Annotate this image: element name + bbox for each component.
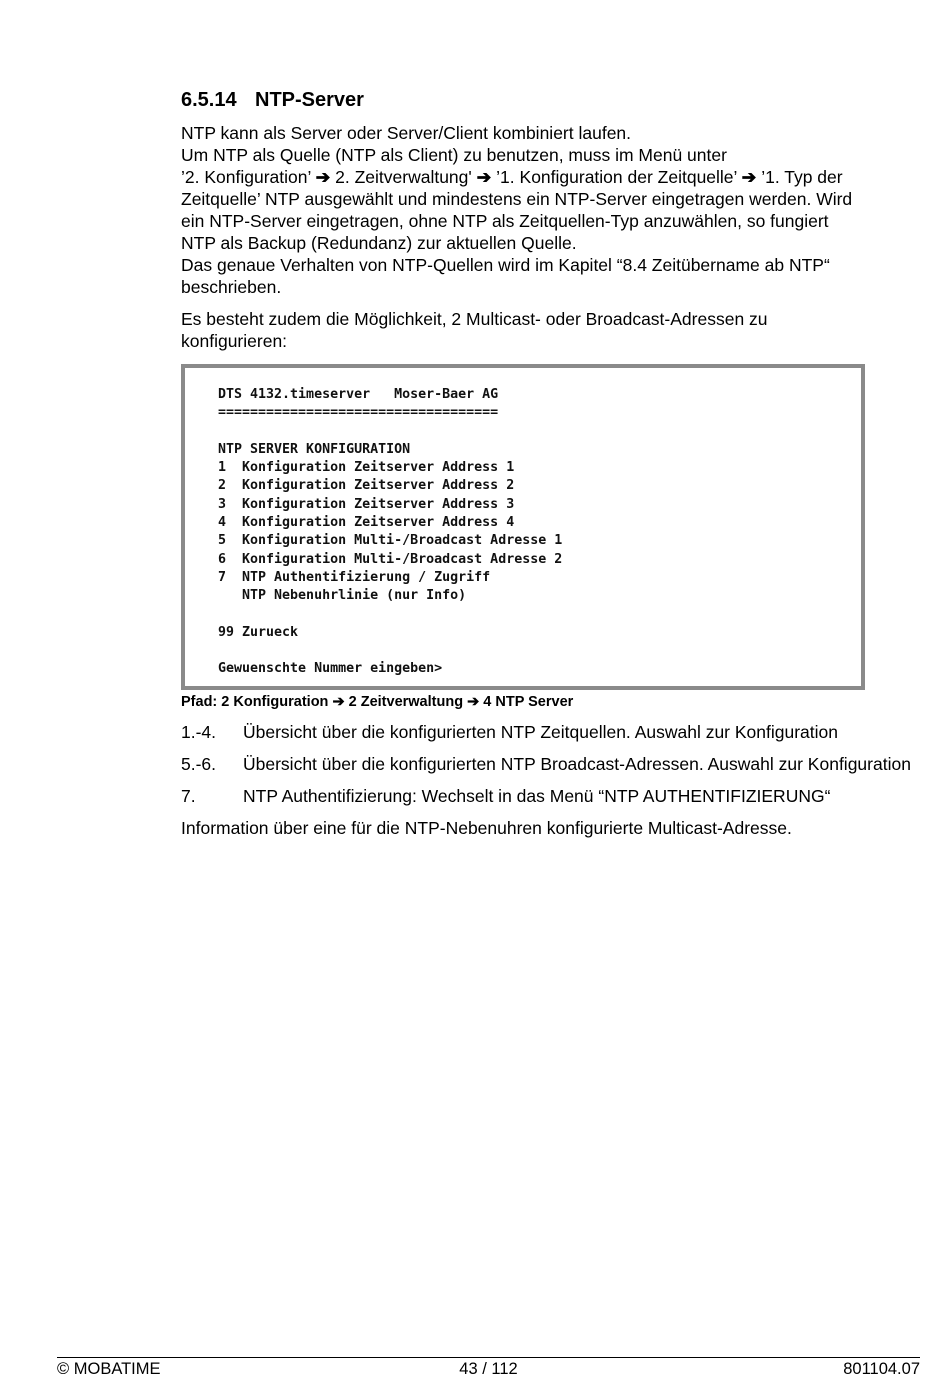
list-item [181, 785, 926, 807]
intro-line: Um NTP als Quelle (NTP als Client) zu benutzen, muss im Menü unter [181, 145, 727, 165]
multicast-paragraph [181, 308, 926, 352]
arrow-icon: ➔ [315, 167, 331, 187]
page-number: 43 / 112 [459, 1360, 518, 1378]
terminal-line: 6 Konfiguration Multi-/Broadcast Adresse 2 [218, 551, 563, 567]
option-list [181, 721, 926, 807]
path-step: 2 Zeitverwaltung [348, 694, 464, 710]
terminal-line: NTP Nebenuhrlinie (nur Info) [218, 588, 467, 604]
document-number: 801104.07 [843, 1360, 920, 1378]
terminal-line: 7 NTP Authentifizierung / Zugriff [218, 569, 491, 585]
footer-divider [57, 1357, 920, 1358]
arrow-icon: ➔ [476, 167, 492, 187]
terminal-screenshot [181, 364, 865, 690]
terminal-line: 4 Konfiguration Zeitserver Address 4 [218, 515, 515, 531]
menu-path-step: ’1. Typ der [761, 167, 843, 187]
menu-path-step: ’1. Konfiguration der Zeitquelle’ [496, 167, 737, 187]
footer-copyright: © MOBATIME [57, 1360, 161, 1378]
arrow-icon: ➔ [741, 167, 757, 187]
menu-path-step: ’2. Konfiguration’ [181, 167, 311, 187]
item-number: 5.-6. [181, 754, 217, 774]
item-text: NTP Authentifizierung: Wechselt in das Menü “NTP AUTHENTIFIZIERUNG“ [243, 786, 831, 806]
page-content [181, 88, 926, 839]
arrow-icon: ➔ [467, 694, 480, 710]
terminal-line: NTP SERVER KONFIGURATION [218, 441, 411, 457]
multicast-line: konfigurieren: [181, 331, 288, 351]
intro-line: NTP kann als Server oder Server/Client kombiniert laufen. [181, 123, 632, 143]
body-line: Das genaue Verhalten von NTP-Quellen wird im Kapitel “8.4 Zeitübername ab NTP“ [181, 255, 830, 275]
info-paragraph: Information über eine für die NTP-Nebenuhren konfigurierte Multicast-Adresse. [181, 818, 792, 838]
terminal-line: DTS 4132.timeserver Moser-Baer AG [218, 387, 499, 402]
item-text: Übersicht über die konfigurierten NTP Broadcast-Adressen. Auswahl zur Konfiguration [243, 754, 911, 774]
menu-path-caption [181, 693, 926, 711]
body-line: Zeitquelle’ NTP ausgewählt und mindestens ein NTP-Server eingetragen werden. Wird [181, 189, 853, 209]
terminal-line: 3 Konfiguration Zeitserver Address 3 [218, 496, 515, 512]
arrow-icon: ➔ [332, 694, 345, 710]
intro-paragraph [181, 122, 926, 298]
section-title: NTP-Server [255, 89, 364, 111]
terminal-line: 2 Konfiguration Zeitserver Address 2 [218, 478, 515, 494]
body-line: beschrieben. [181, 277, 282, 297]
path-step: Pfad: 2 Konfiguration [181, 694, 329, 710]
item-number: 7. [181, 786, 196, 806]
path-step: 4 NTP Server [483, 694, 574, 710]
list-item [181, 721, 926, 743]
list-item [181, 753, 926, 775]
page-footer [57, 1360, 920, 1379]
multicast-line: Es besteht zudem die Möglichkeit, 2 Multicast- oder Broadcast-Adressen zu [181, 309, 768, 329]
section-heading [181, 88, 926, 112]
item-text: Übersicht über die konfigurierten NTP Zeitquellen. Auswahl zur Konfiguration [243, 722, 838, 742]
body-line: NTP als Backup (Redundanz) zur aktuellen Quelle. [181, 233, 577, 253]
menu-path-line [181, 166, 926, 188]
section-number: 6.5.14 [181, 89, 237, 111]
terminal-line: 1 Konfiguration Zeitserver Address 1 [218, 460, 515, 476]
terminal-line: 99 Zurueck [218, 624, 299, 640]
menu-path-step: 2. Zeitverwaltung' [335, 167, 472, 187]
terminal-line: 5 Konfiguration Multi-/Broadcast Adresse 1 [218, 533, 563, 549]
body-line: ein NTP-Server eingetragen, ohne NTP als Zeitquellen-Typ anzuwählen, so fungiert [181, 211, 829, 231]
item-number: 1.-4. [181, 722, 217, 742]
terminal-line: Gewuenschte Nummer eingeben> [218, 661, 443, 677]
terminal-line: =================================== [218, 405, 499, 421]
